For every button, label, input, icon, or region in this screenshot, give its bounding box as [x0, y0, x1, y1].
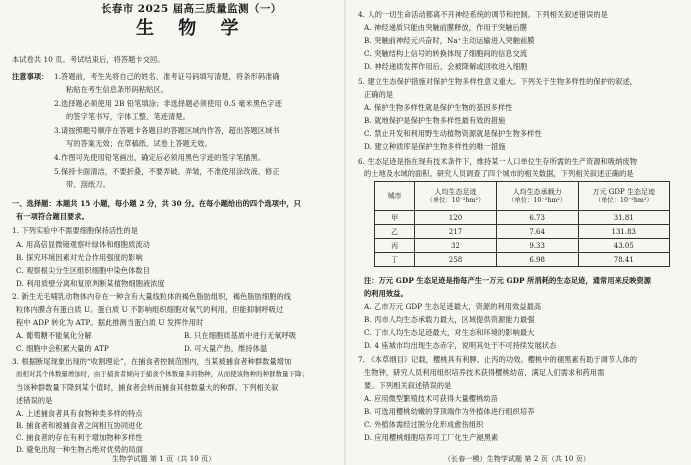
question-7-option-b: B. 可选用樱桃幼嫩的芽顶端作为外植体进行组织培养 — [364, 407, 535, 416]
question-3-stem: 3. 根据断尾现象出现的“收割理论”，在捕食者控制范围内，当某被捕食者种群数量增加 — [12, 357, 292, 366]
table-header-row — [375, 182, 670, 211]
table-header — [415, 182, 497, 211]
table-cell: 7.64 — [496, 225, 578, 239]
question-4-option-a: A. 神经递质只能由突触前膜释放，作用于突触后膜 — [364, 23, 528, 32]
question-4-option-d: D. 神经递质发挥作用后，会被降解或回收进入细胞 — [364, 62, 528, 71]
table-cell: 258 — [415, 253, 497, 267]
note-line: 1.答题前，考生先将自己的姓名、准考证号码填写清楚，将条形码准确 — [54, 72, 280, 81]
table-header-label: 人均生态足迹 — [434, 187, 477, 196]
question-7-option-a: A. 应用微型繁殖技术可获得大量樱桃幼苗 — [364, 394, 498, 403]
question-6-option-d: D. 4 座城市均出现生态赤字，说明其处于不可持续发展状态 — [364, 341, 557, 350]
question-1-option-b: B. 探究环境因素对光合作用强度的影响 — [16, 253, 143, 262]
table-header-label: 人均生态承载力 — [512, 187, 562, 196]
question-4-stem: 4. 人的一切生命活动都离不开神经系统的调节和控制。下列相关叙述错误的是 — [358, 10, 608, 19]
table-header-label: 万元 GDP 生态足迹 — [592, 187, 655, 196]
table-note: 的利用效益。 — [364, 289, 408, 298]
question-6-stem: 的土地及水域的面积。研究人员调查了四个城市的相关数据，下列相关叙述正确的是 — [364, 169, 634, 178]
question-5-option-a: A. 保护生物多样性就是保护生物的基因多样性 — [364, 103, 513, 112]
question-3-option-c: C. 捕食者的存在有利于增加物种多样性 — [16, 433, 143, 442]
table-header-unit: （单位：10⁻²hm²） — [426, 196, 485, 204]
question-7-stem: 生物钟，研究人员利用组织培养技术获得樱桃幼苗，满足人们需求和药用需 — [364, 368, 605, 377]
question-2-stem: 粒体内膜含有蛋白质 U。蛋白质 U 不影响组织细胞对氧气的利用，但能抑制呼吸过 — [16, 305, 284, 314]
table-cell: 丁 — [375, 253, 415, 267]
table-cell: 甲 — [375, 211, 415, 225]
section-heading: 一、选择题：本题共 15 小题，每小题 2 分，共 30 分。在每小题给出的四个选项中，只 — [12, 199, 301, 208]
question-3-stem: 当该种群数量下降到某个值时，捕食者会转而捕食其他数量大的种群。下列相关叙 — [16, 383, 279, 392]
table-cell: 78.41 — [578, 253, 669, 267]
question-1-stem: 1. 下列实验中不需要细胞保持活性的是 — [12, 226, 139, 235]
note-line: 5.保持卡面清洁，不要折叠，不要弄破、弄皱，不准使用涂改液、修正 — [54, 167, 280, 176]
question-2-stem: 程中 ADP 转化为 ATP。据此推测当蛋白质 U 发挥作用时 — [16, 318, 204, 327]
question-5-option-d: D. 建立种质库是保护生物多样性的唯一措施 — [364, 142, 506, 151]
question-6-stem: 6. 生态足迹是指在现有技术条件下，维持某一人口单位生存所需的生产资源和吸纳废物 — [358, 157, 638, 166]
question-6-option-a: A. 乙市万元 GDP 生态足迹最大，资源的利用效益最高 — [364, 302, 542, 311]
note-line: 4.作图可先使用铅笔画出，确定后必须用黑色字迹的签字笔描黑。 — [54, 153, 266, 162]
table-cell: 6.73 — [496, 211, 578, 225]
question-6-option-c: C. 丁市人均生态足迹最大，对生态和环境的影响最大 — [364, 328, 535, 337]
right-page — [352, 0, 685, 465]
question-6-option-b: B. 丙市人均生态承载力最大，区域提供资源能力最强 — [364, 315, 535, 324]
page-footer: 生物学试题 第 1 页（共 10 页） — [112, 455, 216, 463]
question-2-option-c: C. 细胞中会积累大量的 ATP — [16, 344, 109, 353]
page-fold — [344, 0, 346, 465]
question-1-option-c: C. 观察根尖分生区组织细胞中染色体数目 — [16, 266, 151, 275]
table-cell: 32 — [415, 239, 497, 253]
question-2-option-b: B. 只在细胞质基质中进行无氧呼吸 — [184, 331, 297, 340]
question-5-option-b: B. 就地保护是保护生物多样性最有效的措施 — [364, 116, 506, 125]
subject-title: 生 物 学 — [136, 18, 248, 39]
table-row — [375, 211, 670, 225]
question-3-stem: 而相对其个体数量增加时，由于捕食者倾向于捕食个体数量多的物种，从而使该物种的种群数量下降； — [16, 370, 309, 378]
question-7-stem: 7. 《本草纲目》记载，樱桃具有利脾、止泻的功效。樱桃中的褪黑素有助于调节人体的 — [358, 355, 638, 364]
question-2-option-d: D. 可大量产热，维持体温 — [184, 344, 268, 353]
question-4-option-c: C. 突触结构上信号的转换体现了细胞间的信息交流 — [364, 49, 528, 58]
table-cell: 乙 — [375, 225, 415, 239]
table-row — [375, 225, 670, 239]
table-cell: 43.05 — [578, 239, 669, 253]
table-header-city: 城市 — [375, 182, 415, 211]
question-1-option-a: A. 用高倍显微镜观察叶绿体和细胞质流动 — [16, 240, 150, 249]
question-4-option-b: B. 突触前神经元兴奋时，Na⁺主动运输进入突触前膜 — [364, 36, 535, 45]
question-5-stem: 正确的是 — [364, 90, 394, 99]
note-line: 带、刮纸刀。 — [66, 180, 110, 189]
section-heading: 有一项符合题目要求。 — [16, 212, 89, 221]
note-line: 2.选择题必须使用 2B 铅笔填涂；非选择题必须使用 0.5 毫米黑色字迹 — [54, 99, 282, 108]
note-line: 3.请按照题号顺序在答题卡各题目的答题区域内作答，超出答题区域书 — [54, 126, 280, 135]
intro-line: 本试卷共 10 页。考试结束后，将答题卡交回。 — [12, 55, 165, 64]
question-7-option-c: C. 外植体需经过脱分化形成愈伤组织 — [364, 420, 484, 429]
table-cell: 131.83 — [578, 225, 669, 239]
exam-header: 长春市 2025 届高三质量监测（一） — [101, 3, 282, 15]
table-note: 注：万元 GDP 生态足迹是指每产生一万元 GDP 所消耗的生态足迹，通常用来反映资源 — [364, 276, 652, 285]
table-cell: 120 — [415, 211, 497, 225]
question-3-stem: 述错误的是 — [16, 396, 53, 405]
question-5-stem: 5. 建立生态保护措施对保护生物多样性意义重大。下列关于生物多样性的保护的叙述， — [358, 77, 638, 86]
table-header-unit: （单位：10⁻²hm²） — [508, 196, 567, 204]
data-table — [374, 181, 670, 267]
table-cell: 9.33 — [496, 239, 578, 253]
question-7-stem: 要。下列相关叙述错误的是 — [364, 381, 452, 390]
question-7-option-d: D. 应用樱桃细胞培养可工厂化生产褪黑素 — [364, 433, 499, 442]
table-cell: 6.98 — [496, 253, 578, 267]
question-2-stem: 2. 新生无毛哺乳动物体内存在一种含有大量线粒体的褐色脂肪组织，褐色脂肪细胞的线 — [12, 292, 292, 301]
note-line: 的签字笔书写，字体工整、笔迹清楚。 — [66, 112, 190, 121]
table-cell: 丙 — [375, 239, 415, 253]
question-2-option-a: A. 葡萄糖不能氧化分解 — [16, 331, 92, 340]
table-cell: 217 — [415, 225, 497, 239]
page-footer: （长春一模）生物学试题 第 2 页（共 10 页） — [444, 455, 590, 463]
note-line: 写的答案无效；在草稿纸、试卷上答题无效。 — [66, 139, 212, 148]
table-row — [375, 239, 670, 253]
question-3-option-b: B. 捕食者和被捕食者之间相互协同进化 — [16, 421, 143, 430]
question-3-option-d: D. 避免出现一种生物占绝对优势的局面 — [16, 445, 143, 454]
question-5-option-c: C. 禁止开发和利用野生动植物资源就是保护生物多样性 — [364, 129, 542, 138]
question-1-option-d: D. 利用质壁分离和复原判断某植物细胞液浓度 — [16, 279, 165, 288]
table-header — [496, 182, 578, 211]
question-3-option-a: A. 上述捕食者具有食物种类多样的特点 — [16, 409, 143, 418]
table-header — [578, 182, 669, 211]
table-row — [375, 253, 670, 267]
left-page — [6, 0, 340, 465]
table-header-unit: （单位：10⁻²hm²） — [594, 196, 653, 204]
notes-label: 注意事项： — [12, 72, 49, 81]
table-cell: 31.81 — [578, 211, 669, 225]
note-line: 粘贴在考生信息条形码粘贴区。 — [66, 85, 169, 94]
